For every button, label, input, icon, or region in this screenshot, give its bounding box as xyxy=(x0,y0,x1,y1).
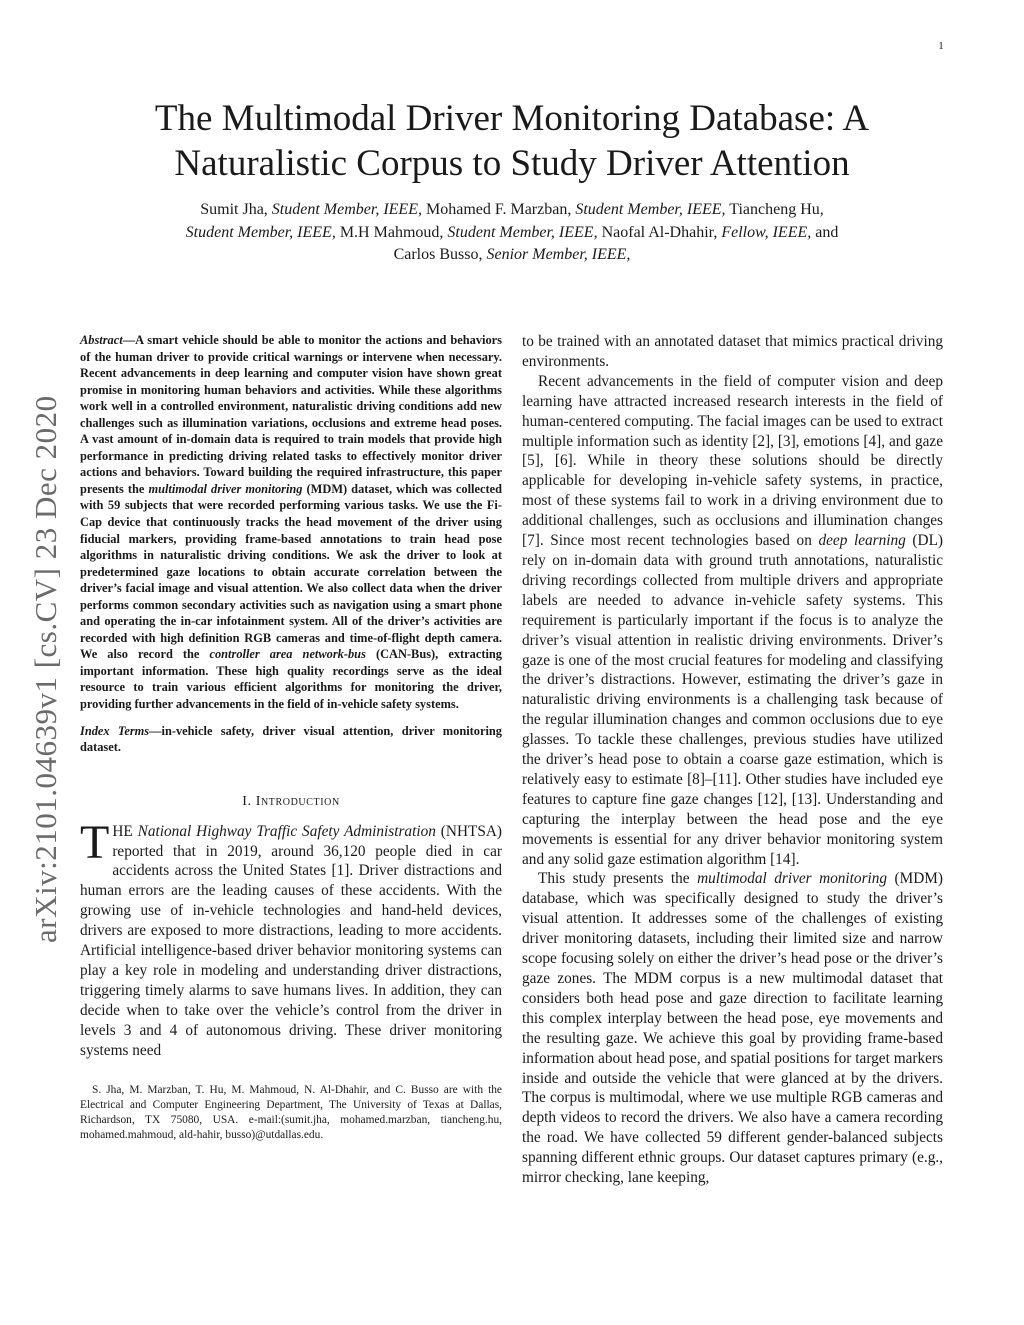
intro-paragraph-1-continued: to be trained with an annotated dataset that mimics practical driving environments. xyxy=(522,333,943,370)
section-heading-introduction xyxy=(80,794,502,810)
author-name: Sumit Jha, xyxy=(200,201,268,218)
abstract-text-3: (CAN-Bus), extracting important information. These high quality recordings serve as the ideal resource to train various efficient algorithms for monitoring the driver, providing further advancements in the field of in-vehicle safety systems. xyxy=(80,647,502,712)
page-number: 1 xyxy=(938,40,944,52)
deep-learning-term: deep learning xyxy=(818,532,906,550)
abstract-label: Abstract xyxy=(80,333,123,347)
author-affiliation-footnote: S. Jha, M. Marzban, T. Hu, M. Mahmoud, N. Al-Dhahir, and C. Busso are with the Electrical and Computer Engineering Department, The University of Texas at Dallas, Richardson, TX 75080, USA. e-mail:(sumit.jha, mohamed.marzban, tiancheng.hu, mohamed.mahmoud, ald-hahir, busso)@utdallas.edu. xyxy=(80,1083,502,1141)
index-terms-label: Index Terms xyxy=(80,723,150,738)
author-role: Student Member, IEEE, xyxy=(271,201,422,218)
abstract-can-term: controller area network-bus xyxy=(209,647,366,662)
author-role: Senior Member, IEEE, xyxy=(486,246,631,263)
intro-paragraph-3-text-b: (MDM) database, which was specifically designed to study the driver’s visual attention. It addresses some of the challenges of existing driver monitoring datasets, including their limited size and narrow scope focusing solely on either the driver’s head pose or the driver’s gaze zones. The MDM corpus is a new multimodal dataset that considers both head pose and gaze direction to facilitate learning this complex interplay between the head pose, eye movements and the resulting gaze. We achieve this goal by providing frame-based information about head pose, and spatial positions for target markers inside and outside the vehicle that were glanced at by the drivers. The corpus is multimodal, where we use multiple RGB cameras and depth videos to record the drivers. We also have a camera recording the road. We have collected 59 different gender-balanced subjects spanning different ethnic groups. Our dataset captures primary (e.g., mirror checking, lane keeping, xyxy=(522,870,943,1187)
index-terms-dash: — xyxy=(149,723,162,738)
abstract-text-1: A smart vehicle should be able to monitor the actions and behaviors of the human driver to provide critical warnings or intervene when necessary. Recent advancements in deep learning and computer vision have shown great promise in monitoring human behaviors and activities. While these algorithms work well in a controlled environment, naturalistic driving conditions add new challenges such as illumination variations, occlusions and extreme head poses. A vast amount of in-domain data is required to train models that provide high performance in predicting driving related tasks to effectively monitor driver actions and behaviors. Toward building the required infrastructure, this paper presents the xyxy=(80,333,502,496)
author-list xyxy=(110,199,914,267)
nhtsa-name: National Highway Traffic Safety Administration xyxy=(137,822,436,840)
author-and: and xyxy=(815,223,839,241)
abstract-mdm-term: multimodal driver monitoring xyxy=(148,481,303,496)
author-name: Tiancheng Hu, xyxy=(729,201,824,218)
author-name: Carlos Busso, xyxy=(393,246,483,263)
intro-paragraph-2 xyxy=(522,372,943,870)
intro-paragraph-2-text-b: (DL) rely on in-domain data with ground truth annotations, naturalistic driving recordings collected from multiple drivers and appropriate labels are needed to advance in-vehicle safety systems. This requirement is particularly important if the focus is to analyze the driver’s visual attention in realistic driving environments. Driver’s gaze is one of the most crucial features for modeling and classifying the driver’s distractions. However, estimating the driver’s gaze in naturalistic driving environments is a challenging task because of the regular illumination changes and common occlusions due to eye glasses. To tackle these challenges, previous studies have utilized the driver’s head pose to obtain a coarse gaze estimation, which is relatively easy to estimate [8]–[11]. Other studies have included eye features to capture fine gaze changes [12], [13]. Understanding and capturing the interplay between the head pose and the eye movements is essential for any driver behavior monitoring system and any solid gaze estimation algorithm [14]. xyxy=(522,532,944,868)
index-terms xyxy=(80,723,502,756)
title-line-2: Naturalistic Corpus to Study Driver Attention xyxy=(174,143,850,184)
intro-paragraph-1 xyxy=(80,815,502,1061)
intro-paragraph-2-text-a: Recent advancements in the field of computer vision and deep learning have attracted increased research interests in the field of human-centered computing. The facial images can be used to extract multiple information such as identity [2], [3], emotions [4], and gaze [5], [6]. While in theory these solutions should be directly applicable for developing in-vehicle safety systems, in practice, most of these systems fail to work in a driving environment due to additional challenges, such as occlusions and illumination changes [7]. Since most recent technologies based on xyxy=(522,372,943,550)
author-role: Student Member, IEEE, xyxy=(185,223,336,241)
author-role: Student Member, IEEE, xyxy=(575,201,726,218)
paper-title xyxy=(80,96,944,186)
author-role: Fellow, IEEE, xyxy=(721,223,812,241)
author-name: Mohamed F. Marzban, xyxy=(425,201,572,218)
abstract-text-2: (MDM) dataset, which was collected with 59 subjects that were recorded performing various tasks. We use the Fi-Cap device that continuously tracks the head movement of the driver using fiducial markers, providing frame-based annotations to train head pose algorithms in naturalistic driving conditions. We ask the driver to look at predetermined gaze locations to obtain accurate correlation between the driver’s facial image and visual attention. We also collect data when the driver performs common secondary activities such as navigation using a smart phone and operating the in-car infotainment system. All of the driver’s activities are recorded with high definition RGB cameras and time-of-flight depth camera. We also record the xyxy=(80,481,503,662)
left-column xyxy=(80,332,502,1143)
mdm-term: multimodal driver monitoring xyxy=(697,870,888,888)
intro-smallcaps: HE xyxy=(112,822,133,840)
index-terms-text: in-vehicle safety, driver visual attention, driver monitoring dataset. xyxy=(80,723,503,755)
author-role: Student Member, IEEE, xyxy=(447,223,598,241)
section-title: Introduction xyxy=(255,793,340,809)
intro-paragraph-1-text: (NHTSA) reported that in 2019, around 36,120 people died in car accidents across the United States [1]. Driver distractions and human errors are the leading causes of these accidents. With the growing use of in-vehicle technologies and hand-held devices, drivers are exposed to more distractions, leading to more accidents. Artificial intelligence-based driver behavior monitoring systems can play a key role in modeling and understanding driver distractions, triggering timely alarms to save humans lives. In addition, they can decide when to take over the vehicle’s control from the driver in levels 3 and 4 of autonomous driving. These driver monitoring systems need xyxy=(80,822,502,1059)
intro-paragraph-3 xyxy=(522,869,943,1188)
author-name: M.H Mahmoud, xyxy=(339,223,444,241)
abstract-dash: — xyxy=(122,333,136,347)
title-line-1: The Multimodal Driver Monitoring Database: A xyxy=(154,98,870,139)
author-name: Naofal Al-Dhahir, xyxy=(601,223,718,241)
arxiv-identifier-stamp: arXiv:2101.04639v1 [cs.CV] 23 Dec 2020 xyxy=(28,395,63,943)
intro-paragraph-3-text-a: This study presents the xyxy=(538,870,698,888)
dropcap-letter: T xyxy=(80,815,110,869)
right-column xyxy=(522,332,943,1188)
abstract xyxy=(80,332,502,713)
section-number: I. xyxy=(242,793,252,809)
